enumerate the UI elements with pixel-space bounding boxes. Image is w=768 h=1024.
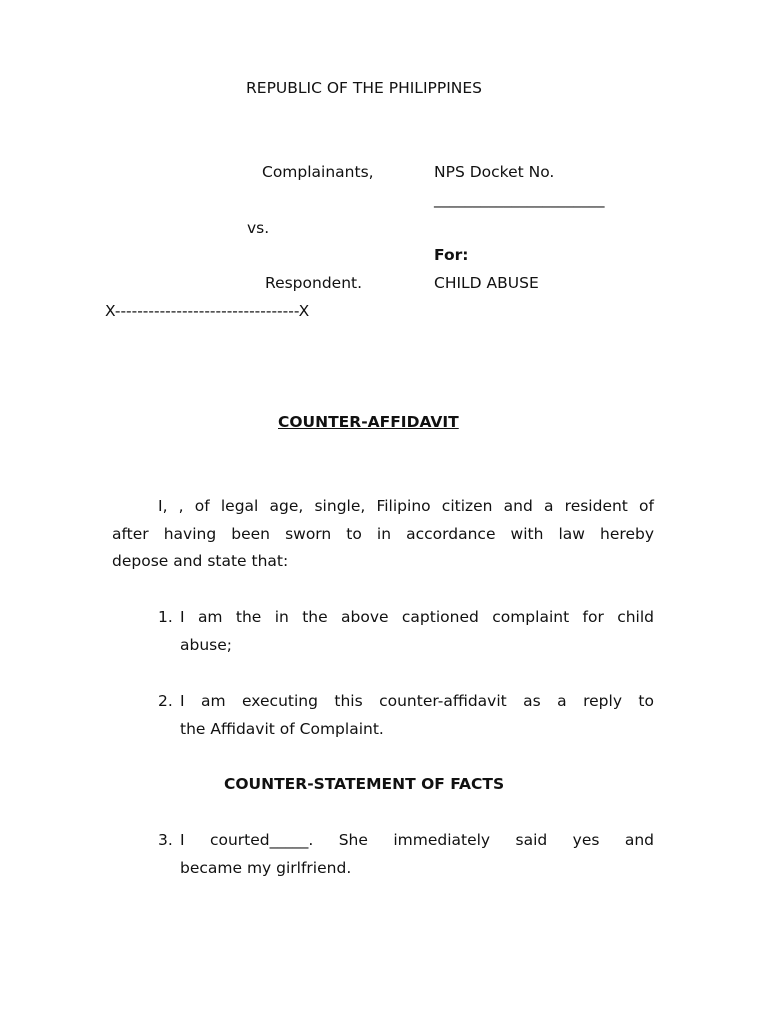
- republic-heading: REPUBLIC OF THE PHILIPPINES: [246, 79, 483, 97]
- docket-blank: ______________________: [434, 190, 605, 208]
- item-2-line-1: I am executing this counter-affidavit as a reply to: [180, 692, 654, 710]
- intro-line-1: I, , of legal age, single, Filipino citizen and a resident of: [158, 497, 654, 515]
- item-3-line-1: I courted_____. She immediately said yes and: [180, 831, 654, 849]
- charge-label: CHILD ABUSE: [434, 274, 539, 292]
- item-2-number: 2.: [158, 692, 173, 710]
- docket-label: NPS Docket No.: [434, 163, 555, 181]
- item-2-line-2: the Affidavit of Complaint.: [180, 720, 384, 738]
- item-1-line-1: I am the in the above captioned complaint for child: [180, 608, 654, 626]
- item-1-line-2: abuse;: [180, 636, 232, 654]
- caption-separator: X---------------------------------X: [105, 302, 310, 320]
- respondent-label: Respondent.: [265, 274, 363, 292]
- intro-line-2: after having been sworn to in accordance with law hereby: [112, 525, 654, 543]
- vs-label: vs.: [247, 219, 270, 237]
- complainants-label: Complainants,: [262, 163, 374, 181]
- item-3-number: 3.: [158, 831, 173, 849]
- for-label: For:: [434, 246, 469, 264]
- document-title: COUNTER-AFFIDAVIT: [278, 413, 459, 431]
- facts-heading: COUNTER-STATEMENT OF FACTS: [224, 775, 505, 793]
- item-1-number: 1.: [158, 608, 173, 626]
- item-3-line-2: became my girlfriend.: [180, 859, 352, 877]
- intro-line-3: depose and state that:: [112, 552, 289, 570]
